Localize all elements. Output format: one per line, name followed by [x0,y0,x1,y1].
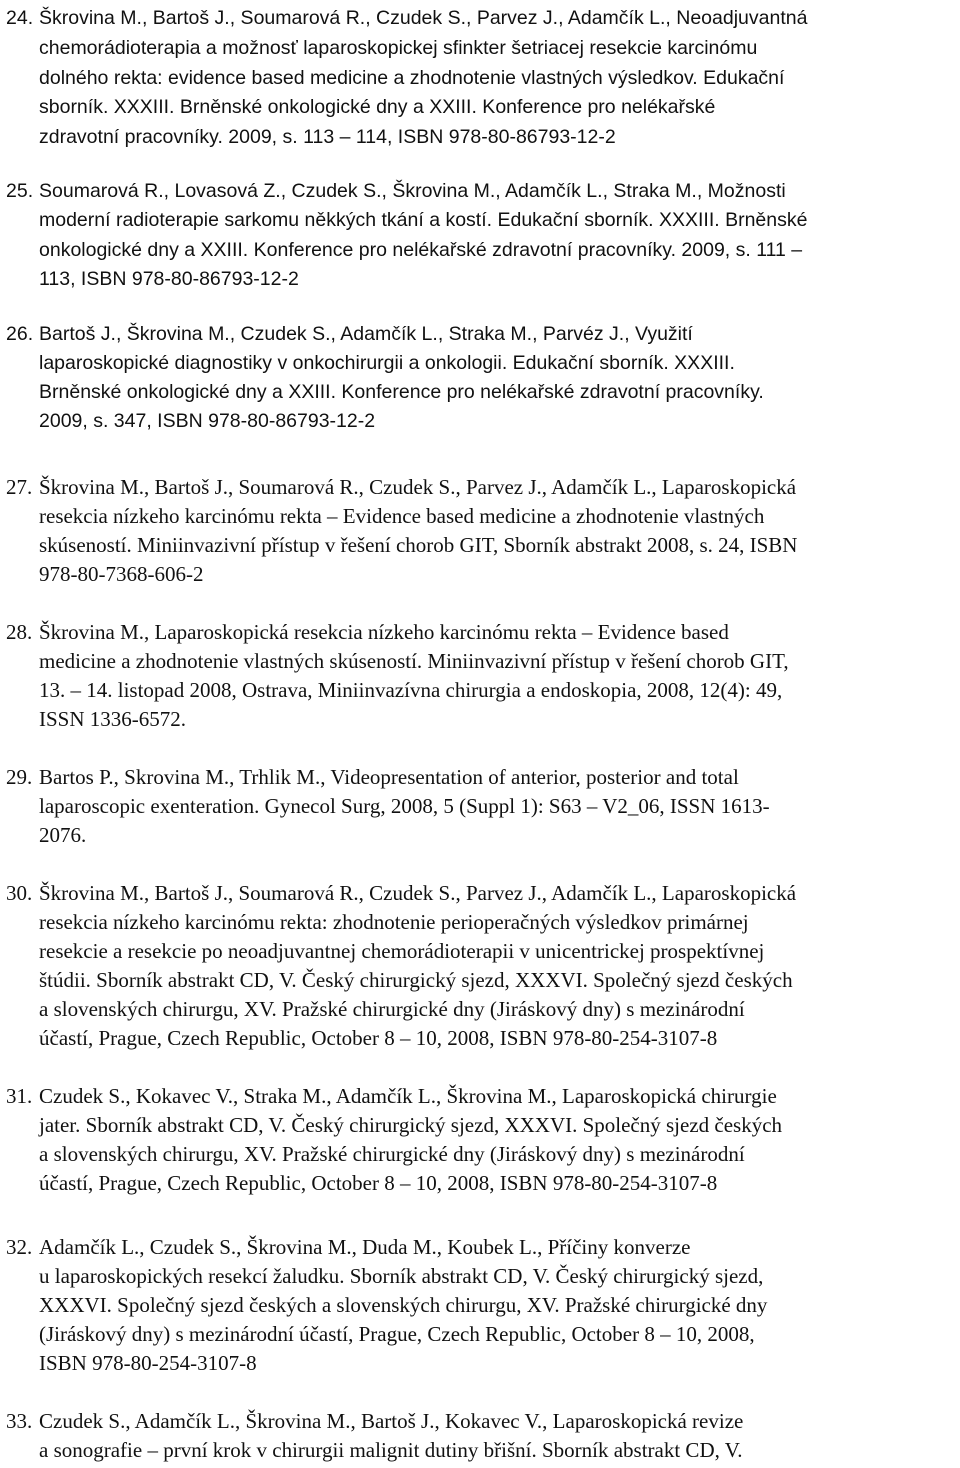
reference-line: sborník. XXXIII. Brněnské onkologické dny a XXIII. Konference pro nelékařské [39,96,716,118]
reference-line: jater. Sborník abstrakt CD, V. Český chirurgický sjezd, XXXVI. Společný sjezd českých [39,1113,783,1137]
reference-line: laparoskopické diagnostiky v onkochirurgii a onkologii. Edukační sborník. XXXIII. [39,352,735,374]
reference-line: onkologické dny a XXIII. Konference pro nelékařské zdravotní pracovníky. 2009, s. 111 – [39,239,803,261]
reference-line: 113, ISBN 978-80-86793-12-2 [39,268,299,290]
reference-line: chemorádioterapia a možnosť laparoskopickej sfinkter šetriacej resekcie karcinómu [39,37,758,59]
reference-number: 28. [6,620,33,644]
reference-number: 31. [6,1084,33,1108]
reference-line: 2009, s. 347, ISBN 978-80-86793-12-2 [39,410,376,432]
reference-line: resekcia nízkeho karcinómu rekta: zhodnotenie perioperačných výsledkov primárnej [39,910,749,934]
reference-line: Škrovina M., Bartoš J., Soumarová R., Czudek S., Parvez J., Adamčík L., Laparoskopická [39,475,797,499]
reference-line: 978-80-7368-606-2 [39,562,204,586]
reference-line: Škrovina M., Bartoš J., Soumarová R., Czudek S., Parvez J., Adamčík L., Laparoskopická [39,881,797,905]
reference-number: 29. [6,765,33,789]
reference-number: 26. [6,323,34,345]
reference-line: štúdii. Sborník abstrakt CD, V. Český chirurgický sjezd, XXXVI. Společný sjezd českých [39,968,793,992]
reference-line: resekcia nízkeho karcinómu rekta – Evidence based medicine a zhodnotenie vlastných [39,504,765,528]
reference-line: resekcie a resekcie po neoadjuvantnej chemorádioterapii v unicentrickej prospektívnej [39,939,765,963]
reference-line: moderní radioterapie sarkomu někkých tkání a kostí. Edukační sborník. XXXIII. Brněnské [39,209,808,231]
reference-line: Czudek S., Kokavec V., Straka M., Adamčík L., Škrovina M., Laparoskopická chirurgie [39,1084,777,1108]
reference-line: zdravotní pracovníky. 2009, s. 113 – 114, ISBN 978-80-86793-12-2 [39,126,616,148]
reference-line: 2076. [39,823,87,847]
reference-line: a sonografie – první krok v chirurgii malignit dutiny břišní. Sborník abstrakt CD, V. [39,1438,743,1462]
reference-number: 27. [6,475,33,499]
reference-line: ISBN 978-80-254-3107-8 [39,1351,257,1375]
reference-line: Adamčík L., Czudek S., Škrovina M., Duda M., Koubek L., Příčiny konverze [39,1235,691,1259]
reference-line: laparoscopic exenteration. Gynecol Surg, 2008, 5 (Suppl 1): S63 – V2_06, ISSN 1613- [39,794,770,818]
reference-line: medicine a zhodnotenie vlastných skúseností. Miniinvazivní přístup v řešení chorob GIT, [39,649,789,673]
reference-line: XXXVI. Společný sjezd českých a slovenských chirurgu, XV. Pražské chirurgické dny [39,1293,768,1317]
reference-line: Bartoš J., Škrovina M., Czudek S., Adamčík L., Straka M., Parvéz J., Využití [39,323,693,345]
reference-number: 32. [6,1235,33,1259]
reference-line: Bartos P., Skrovina M., Trhlik M., Videopresentation of anterior, posterior and total [39,765,739,789]
reference-line: účastí, Prague, Czech Republic, October 8 – 10, 2008, ISBN 978-80-254-3107-8 [39,1026,718,1050]
reference-line: Czudek S., Adamčík L., Škrovina M., Bartoš J., Kokavec V., Laparoskopická revize [39,1409,744,1433]
reference-number: 33. [6,1409,33,1433]
reference-line: skúseností. Miniinvazivní přístup v řešení chorob GIT, Sborník abstrakt 2008, s. 24, ISBN [39,533,798,557]
reference-line: Soumarová R., Lovasová Z., Czudek S., Škrovina M., Adamčík L., Straka M., Možnosti [39,180,786,202]
reference-line: dolného rekta: evidence based medicine a zhodnotenie vlastných výsledkov. Edukační [39,67,785,89]
reference-line: účastí, Prague, Czech Republic, October 8 – 10, 2008, ISBN 978-80-254-3107-8 [39,1171,718,1195]
reference-line: Škrovina M., Laparoskopická resekcia nízkeho karcinómu rekta – Evidence based [39,620,729,644]
reference-line: a slovenských chirurgu, XV. Pražské chirurgické dny (Jiráskový dny) s mezinárodní [39,997,745,1021]
reference-line: Škrovina M., Bartoš J., Soumarová R., Czudek S., Parvez J., Adamčík L., Neoadjuvantná [39,7,808,29]
reference-number: 24. [6,7,34,29]
reference-line: a slovenských chirurgu, XV. Pražské chirurgické dny (Jiráskový dny) s mezinárodní [39,1142,745,1166]
reference-line: (Jiráskový dny) s mezinárodní účastí, Prague, Czech Republic, October 8 – 10, 2008, [39,1322,755,1346]
reference-line: 13. – 14. listopad 2008, Ostrava, Miniinvazívna chirurgia a endoskopia, 2008, 12(4): 49, [39,678,783,702]
reference-number: 25. [6,180,34,202]
reference-number: 30. [6,881,33,905]
reference-line: u laparoskopických resekcí žaludku. Sborník abstrakt CD, V. Český chirurgický sjezd, [39,1264,764,1288]
reference-line: Brněnské onkologické dny a XXIII. Konference pro nelékařské zdravotní pracovníky. [39,381,764,403]
reference-line: ISSN 1336-6572. [39,707,187,731]
